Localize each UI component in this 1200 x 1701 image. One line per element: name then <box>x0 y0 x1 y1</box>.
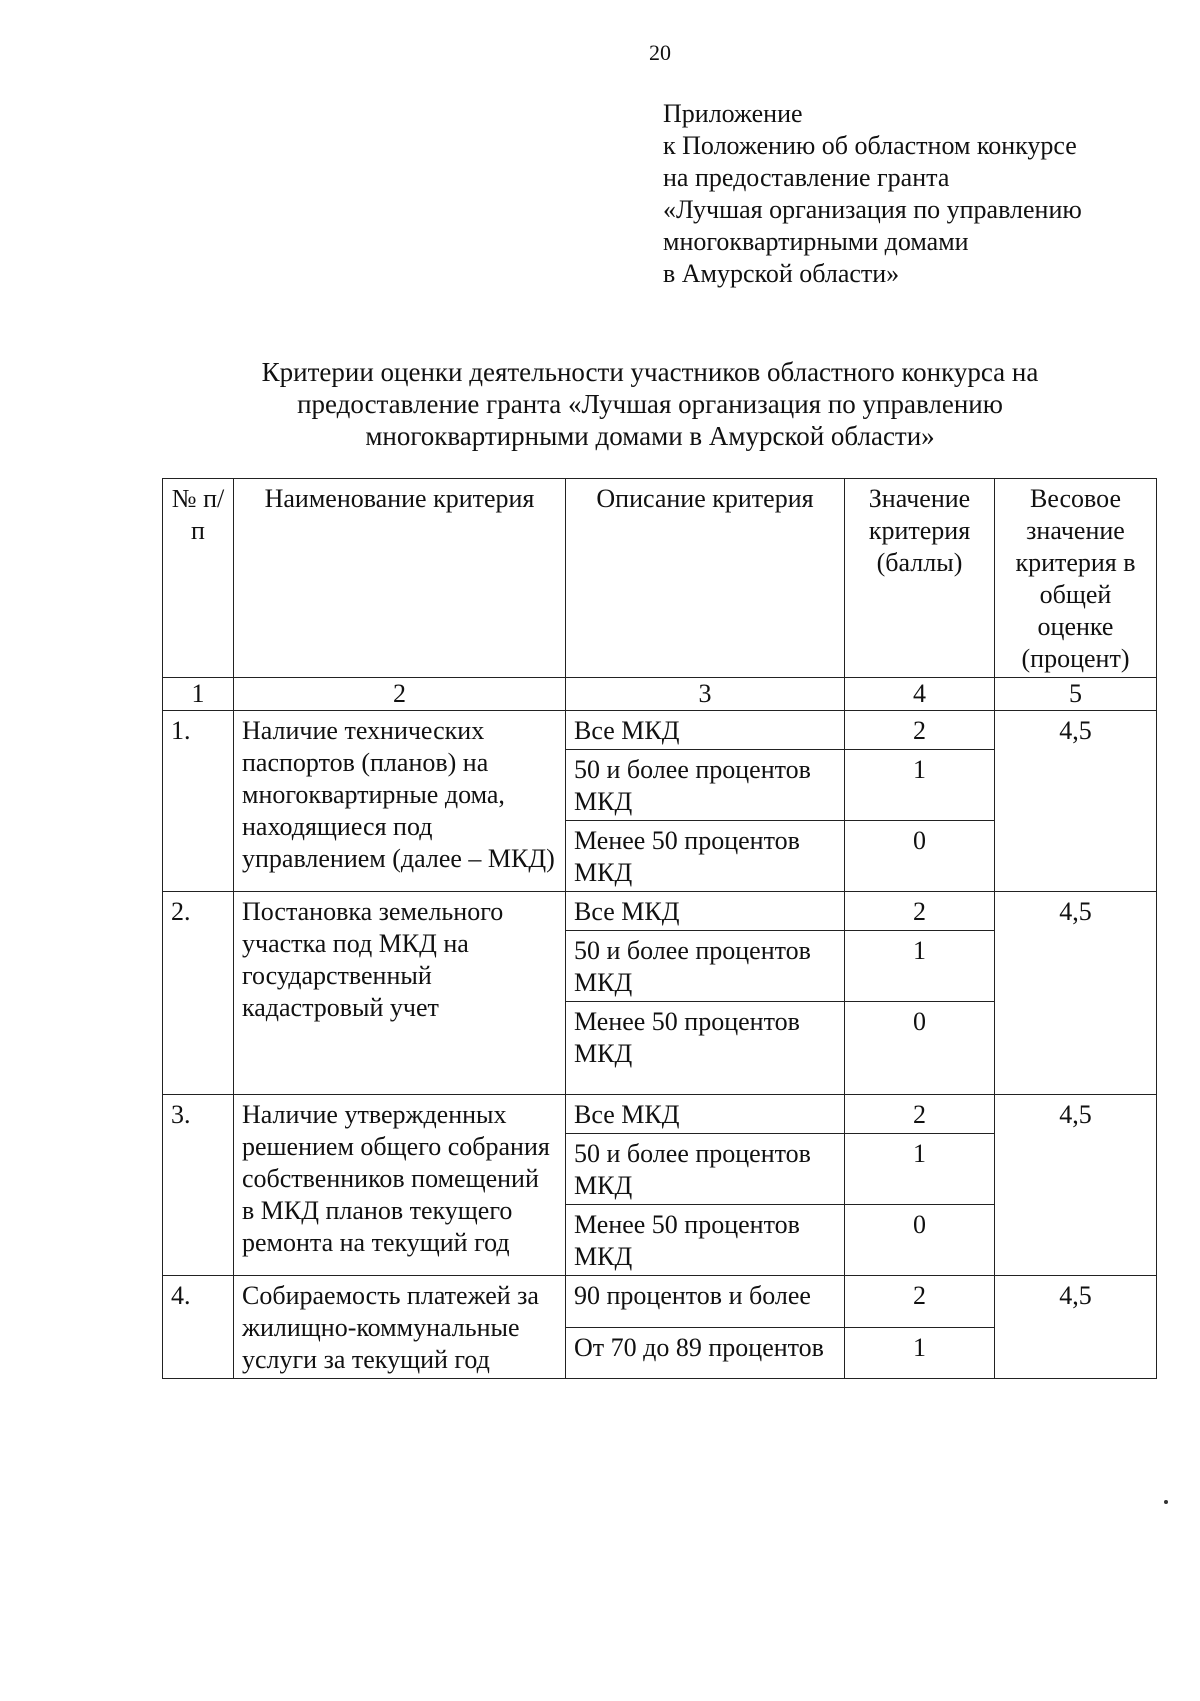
criterion-name: Наличие утвержденных решением общего собрания собственников помещений в МКД планов текущего ремонта на текущий год <box>234 1095 566 1276</box>
title-line: многоквартирными домами в Амурской области» <box>365 421 935 451</box>
criterion-option-value: 1 <box>845 931 995 1002</box>
criterion-option-description: Менее 50 процентов МКД <box>566 1205 845 1276</box>
header-criterion-weight: Весовое значение критерия в общей оценке (процент) <box>995 479 1157 678</box>
criterion-number: 2. <box>163 892 234 1095</box>
criterion-option-description: 50 и более процентов МКД <box>566 750 845 821</box>
scan-speck <box>1164 1500 1168 1504</box>
table-header-row <box>163 479 1157 678</box>
title-line: предоставление гранта «Лучшая организация по управлению <box>297 389 1003 419</box>
table-row <box>163 1095 1157 1134</box>
header-number: № п/п <box>163 479 234 678</box>
criterion-option-value: 0 <box>845 821 995 892</box>
criterion-option-description: Менее 50 процентов МКД <box>566 1002 845 1095</box>
column-number: 2 <box>234 678 566 711</box>
criterion-name: Собираемость платежей за жилищно-коммунальные услуги за текущий год <box>234 1276 566 1379</box>
criterion-weight: 4,5 <box>995 892 1157 1095</box>
criterion-weight: 4,5 <box>995 1095 1157 1276</box>
document-title <box>150 356 1150 452</box>
criteria-table <box>162 478 1157 1379</box>
criterion-option-value: 2 <box>845 1276 995 1328</box>
header-criterion-description: Описание критерия <box>566 479 845 678</box>
criterion-option-description: 50 и более процентов МКД <box>566 1134 845 1205</box>
criterion-number: 3. <box>163 1095 234 1276</box>
criterion-option-description: Все МКД <box>566 892 845 931</box>
criterion-option-value: 2 <box>845 892 995 931</box>
appendix-line: к Положению об областном конкурсе <box>663 131 1077 160</box>
appendix-line: в Амурской области» <box>663 259 900 288</box>
criterion-weight: 4,5 <box>995 1276 1157 1379</box>
criterion-option-value: 2 <box>845 711 995 750</box>
criterion-number: 4. <box>163 1276 234 1379</box>
criterion-option-description: Все МКД <box>566 1095 845 1134</box>
criterion-name: Наличие технических паспортов (планов) на многоквартирные дома, находящиеся под управлением (далее – МКД) <box>234 711 566 892</box>
title-line: Критерии оценки деятельности участников областного конкурса на <box>261 357 1039 387</box>
page-number: 20 <box>649 40 671 65</box>
table-row <box>163 1276 1157 1328</box>
appendix-line: на предоставление гранта <box>663 163 950 192</box>
table-row <box>163 892 1157 931</box>
criterion-option-value: 1 <box>845 1327 995 1379</box>
criterion-option-description: 50 и более процентов МКД <box>566 931 845 1002</box>
appendix-line: Приложение <box>663 99 803 128</box>
criterion-option-value: 0 <box>845 1002 995 1095</box>
appendix-line: «Лучшая организация по управлению <box>663 195 1082 224</box>
criterion-option-description: Все МКД <box>566 711 845 750</box>
table-row <box>163 711 1157 750</box>
header-criterion-value: Значение критерия (баллы) <box>845 479 995 678</box>
criterion-option-description: 90 процентов и более <box>566 1276 845 1328</box>
criterion-option-value: 1 <box>845 1134 995 1205</box>
criterion-number: 1. <box>163 711 234 892</box>
criterion-name: Постановка земельного участка под МКД на государственный кадастровый учет <box>234 892 566 1095</box>
criterion-option-description: Менее 50 процентов МКД <box>566 821 845 892</box>
column-number: 5 <box>995 678 1157 711</box>
column-number: 1 <box>163 678 234 711</box>
appendix-line: многоквартирными домами <box>663 227 969 256</box>
criterion-option-value: 1 <box>845 750 995 821</box>
criterion-option-description: От 70 до 89 процентов <box>566 1327 845 1379</box>
appendix-note <box>663 98 1082 290</box>
criterion-option-value: 0 <box>845 1205 995 1276</box>
criterion-weight: 4,5 <box>995 711 1157 892</box>
column-number: 3 <box>566 678 845 711</box>
column-number-row <box>163 678 1157 711</box>
column-number: 4 <box>845 678 995 711</box>
header-criterion-name: Наименование критерия <box>234 479 566 678</box>
criterion-option-value: 2 <box>845 1095 995 1134</box>
